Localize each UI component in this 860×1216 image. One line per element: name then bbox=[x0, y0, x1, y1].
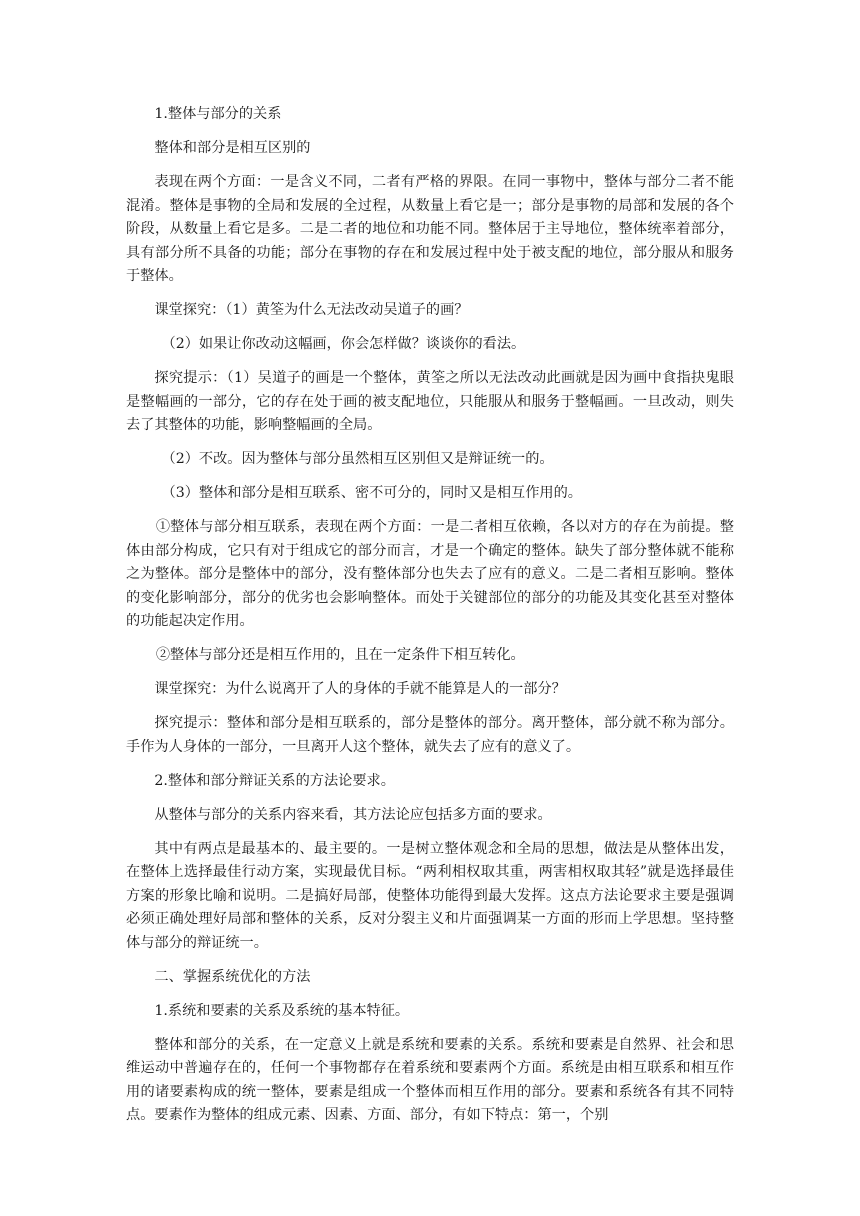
section-heading: 1.系统和要素的关系及系统的基本特征。 bbox=[154, 1002, 410, 1019]
body-paragraph: ①整体与部分相互联系，表现在两个方面：一是二者相互依赖，各以对方的存在为前提。整体由部分构成，它只有对于组成它的部分而言，才是一个确定的整体。缺失了部分整体就不能称之为整体。部分是整体中的部分，没有整体部分也失去了应有的意义。二是二者相互影响。整体的变化影响部分，部分的优劣也会影响整体。而处于关键部位的部分的功能及其变化甚至对整体的功能起决定作用。 bbox=[126, 519, 734, 629]
hint-item-3: （3）整体和部分是相互联系、密不可分的，同时又是相互作用的。 bbox=[161, 485, 582, 501]
document-body bbox=[126, 103, 734, 1138]
body-paragraph: 其中有两点是最基本的、最主要的。一是树立整体观念和全局的思想，做法是从整体出发，在整体上选择最佳行动方案，实现最优目标。“两利相权取其重，两害相权取其轻”就是选择最佳方案的形象比喻和说明。二是搞好局部，使整体功能得到最大发挥。这点方法论要求主要是强调必须正确处理好局部和整体的关系，反对分裂主义和片面强调某一方面的形而上学思想。坚持整体与部分的辩证统一。 bbox=[126, 840, 734, 951]
section-heading: 二、掌握系统优化的方法 bbox=[154, 968, 311, 985]
body-paragraph: 整体和部分的关系，在一定意义上就是系统和要素的关系。系统和要素是自然界、社会和思维运动中普遍存在的，任何一个事物都存在着系统和要素两个方面。系统是由相互联系和相互作用的诸要素构成的统一整体，要素是组成一个整体而相互作用的部分。要素和系统各有其不同特点。要素作为整体的组成元素、因素、方面、部分，有如下特点：第一，个别 bbox=[126, 1036, 734, 1123]
body-paragraph: ②整体与部分还是相互作用的，且在一定条件下相互转化。 bbox=[155, 647, 525, 663]
question-1: 课堂探究：（1）黄筌为什么无法改动吴道子的画？ bbox=[154, 302, 469, 318]
hint-paragraph: 探究提示：（1）吴道子的画是一个整体，黄筌之所以无法改动此画就是因为画中食指抉鬼眼是整幅画的一部分，它的存在处于画的被支配地位，只能服从和服务于整幅画。一旦改动，则失去了其整体的功能，影响整幅画的全局。 bbox=[126, 370, 734, 433]
subheading: 整体和部分是相互区别的 bbox=[154, 140, 311, 156]
body-paragraph: 表现在两个方面：一是含义不同，二者有严格的界限。在同一事物中，整体与部分二者不能混淆。整体是事物的全局和发展的全过程，从数量上看它是一；部分是事物的局部和发展的各个阶段，从数量上看它是多。二是二者的地位和功能不同。整体居于主导地位，整体统率着部分，具有部分所不具备的功能；部分在事物的存在和发展过程中处于被支配的地位，部分服从和服务于整体。 bbox=[126, 174, 734, 284]
hint-item-2: （2）不改。因为整体与部分虽然相互区别但又是辩证统一的。 bbox=[161, 451, 554, 467]
question-paragraph: 课堂探究：为什么说离开了人的身体的手就不能算是人的一部分？ bbox=[154, 681, 566, 697]
section-heading: 1.整体与部分的关系 bbox=[154, 106, 282, 122]
section-heading: 2.整体和部分辩证关系的方法论要求。 bbox=[154, 772, 395, 789]
body-paragraph: 从整体与部分的关系内容来看，其方法论应包括多方面的要求。 bbox=[154, 806, 552, 823]
hint-paragraph: 探究提示：整体和部分是相互联系的，部分是整体的部分。离开整体，部分就不称为部分。手作为人身体的一部分，一旦离开人这个整体，就失去了应有的意义了。 bbox=[126, 715, 734, 755]
question-2: （2）如果让你改动这幅画，你会怎样做？谈谈你的看法。 bbox=[161, 336, 526, 352]
